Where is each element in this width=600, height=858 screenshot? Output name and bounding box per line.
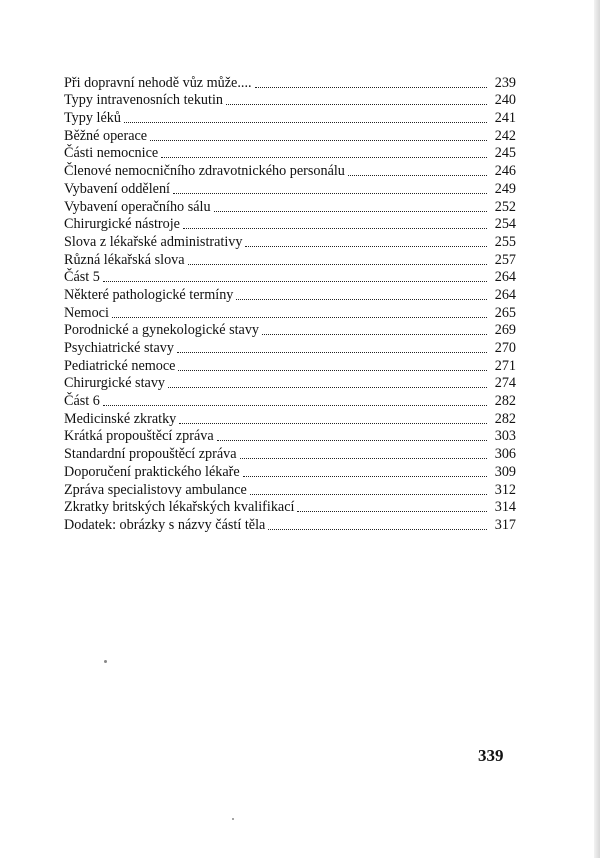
toc-entry-page: 242 [494,127,516,144]
toc-entry-title: Porodnické a gynekologické stavy [64,322,260,339]
toc-entry-page: 282 [494,410,516,427]
toc-entry [64,162,516,180]
toc-entry-page: 312 [494,481,516,498]
toc-entry-page: 270 [494,340,516,356]
toc-entry [64,339,516,357]
toc-entry-title: Nemoci [64,304,109,321]
toc-entry [64,251,516,269]
dot-leader [240,458,487,459]
dot-leader [217,440,487,441]
toc-entry-page: 282 [494,393,516,410]
toc-entry-page: 306 [494,446,516,463]
dot-leader [183,228,487,229]
toc-entry [64,127,516,145]
toc-entry [64,481,516,499]
toc-entry [64,428,516,446]
toc-entry [64,445,516,463]
toc-entry-page: 271 [494,357,516,374]
toc-entry-title: Chirurgické nástroje [64,216,180,233]
toc-entry [64,286,516,304]
toc-entry-title: Různá lékařská slova [64,251,185,268]
page-edge-shadow [594,0,600,858]
toc-entry [64,198,516,216]
toc-entry-page: 241 [494,110,516,127]
toc-entry-title: Části nemocnice [64,145,159,162]
toc-entry-title: Slova z lékařské administrativy [64,233,243,250]
dot-leader [236,299,487,300]
dot-leader [103,405,487,406]
toc-entry-title: Zpráva specialistovy ambulance [64,481,247,498]
toc-entry-page: 314 [494,499,516,516]
toc-entry-page: 257 [494,251,516,268]
toc-entry [64,375,516,393]
toc-entry-page: 317 [494,516,516,533]
toc-entry [64,216,516,234]
dot-leader [150,140,487,141]
dot-leader [124,122,487,123]
toc-entry-title: Psychiatrické stavy [64,340,174,356]
dot-leader [243,476,487,477]
toc-entry-page: 245 [494,145,516,162]
toc-entry-title: Doporučení praktického lékaře [64,463,240,480]
dot-leader [348,175,487,176]
toc-entry-page: 249 [494,180,516,197]
toc-entry-title: Zkratky britských lékařských kvalifikací [64,499,295,516]
scan-speck [232,818,234,820]
toc-entry-page: 303 [494,428,516,445]
dot-leader [250,494,487,495]
dot-leader [297,511,487,512]
toc-entry-page: 309 [494,463,516,480]
scan-speck [104,660,107,663]
dot-leader [268,529,487,530]
toc-entry-title: Některé pathologické termíny [64,286,234,303]
dot-leader [177,352,487,353]
dot-leader [112,317,487,318]
dot-leader [188,264,487,265]
toc-entry-page: 239 [494,74,516,91]
toc-entry [64,322,516,340]
dot-leader [179,423,487,424]
dot-leader [245,246,487,247]
toc-entry-title: Chirurgické stavy [64,375,166,392]
toc-entry [64,499,516,517]
toc-entry-page: 246 [494,163,516,180]
toc-entry-title: Vybavení oddělení [64,180,170,197]
toc-entry-title: Krátká propouštěcí zpráva [64,428,214,445]
page-number: 339 [478,746,504,765]
dot-leader [226,104,487,105]
toc-entry-page: 264 [494,286,516,303]
toc-entry [64,410,516,428]
toc-entry-page: 240 [494,92,516,109]
toc-entry [64,463,516,481]
toc-entry [64,180,516,198]
toc-entry-title: Dodatek: obrázky s názvy částí těla [64,516,266,533]
toc-entry-title: Část 5 [64,269,100,286]
toc-entry-page: 269 [494,322,516,339]
toc-entry-title: Členové nemocničního zdravotnického personálu [64,163,345,180]
toc-entry-title: Typy intravenosních tekutin [64,92,223,109]
toc-entry [64,145,516,163]
toc-entry-page: 255 [494,233,516,250]
toc-entry [64,74,516,92]
toc-entry-page: 274 [494,375,516,392]
toc-entry-title: Standardní propouštěcí zpráva [64,446,237,463]
toc-entry-page: 264 [494,269,516,286]
dot-leader [173,193,487,194]
dot-leader [168,387,487,388]
toc-entry-title: Při dopravní nehodě vůz může.... [64,74,252,91]
dot-leader [161,157,487,158]
dot-leader [262,334,487,335]
dot-leader [255,87,487,88]
table-of-contents [64,74,516,534]
dot-leader [103,281,487,282]
toc-entry [64,304,516,322]
toc-entry-title: Vybavení operačního sálu [64,198,211,215]
toc-entry-title: Typy léků [64,110,121,127]
toc-entry-title: Medicinské zkratky [64,410,177,427]
toc-entry [64,109,516,127]
toc-entry-page: 265 [494,304,516,321]
toc-entry [64,233,516,251]
toc-entry [64,357,516,375]
toc-entry [64,392,516,410]
toc-entry [64,269,516,287]
dot-leader [178,370,487,371]
toc-entry-page: 254 [494,216,516,233]
dot-leader [214,211,487,212]
toc-entry [64,92,516,110]
toc-entry-title: Pediatrické nemoce [64,357,176,374]
toc-entry-page: 252 [494,198,516,215]
toc-entry [64,516,516,534]
toc-entry-title: Běžné operace [64,127,148,144]
toc-entry-title: Část 6 [64,393,100,410]
